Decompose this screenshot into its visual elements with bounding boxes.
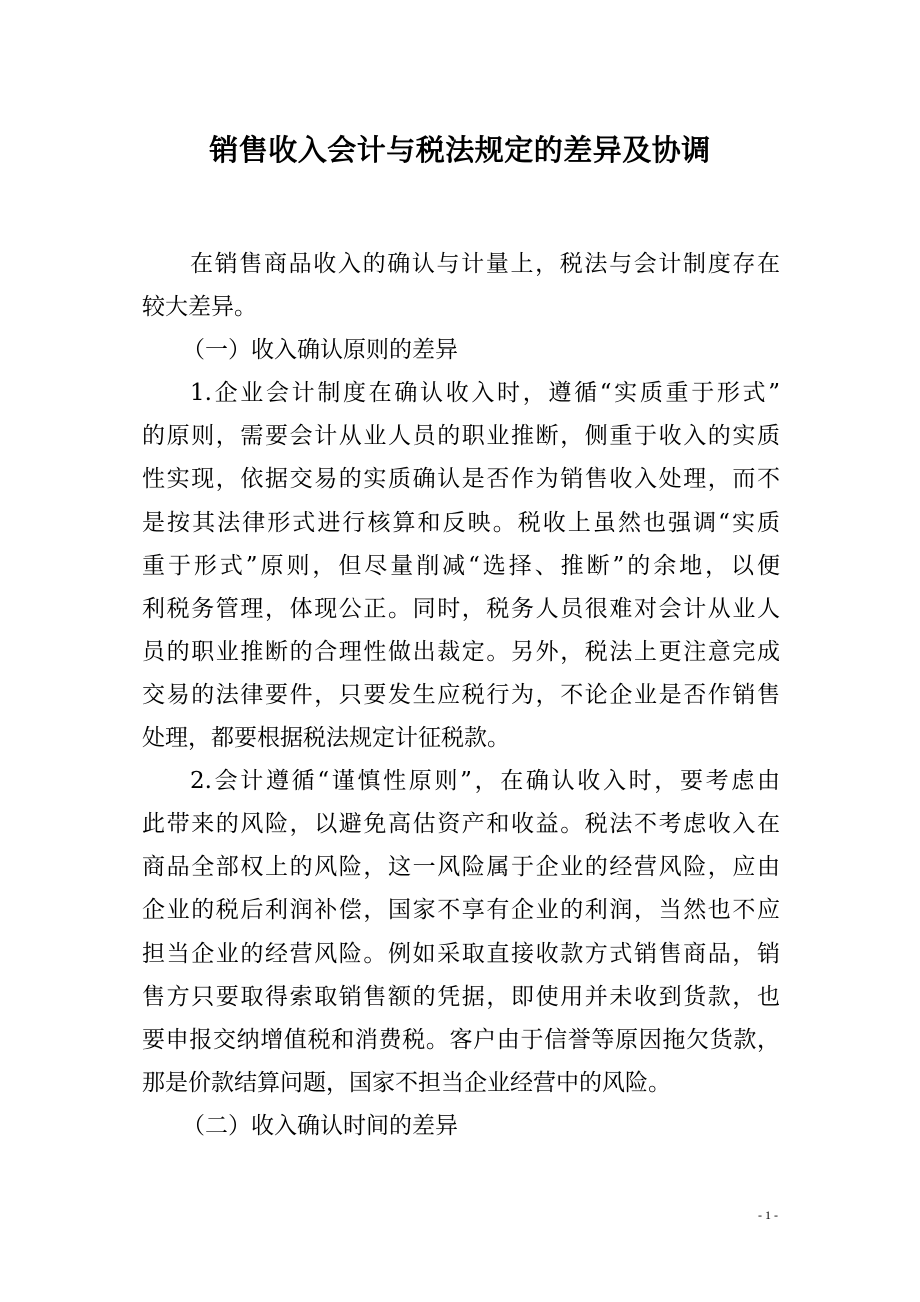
text-line: 交易的法律要件，只要发生应税行为，不论企业是否作销售 — [142, 681, 780, 708]
document-body — [142, 243, 780, 1148]
text-line: 重于形式”原则，但尽量削减“选择、推断”的余地，以便 — [142, 552, 780, 579]
text-line: 担当企业的经营风险。例如采取直接收款方式销售商品，销 — [142, 940, 780, 967]
text-line: 那是价款结算问题，国家不担当企业经营中的风险。 — [142, 1069, 671, 1096]
text-line: 在销售商品收入的确认与计量上，税法与会计制度存在 — [190, 251, 780, 277]
text-line: 是按其法律形式进行核算和反映。税收上虽然也强调“实质 — [142, 509, 780, 536]
text-line: 商品全部权上的风险，这一风险属于企业的经营风险，应由 — [142, 854, 780, 881]
text-line: 售方只要取得索取销售额的凭据，即使用并未收到货款，也 — [142, 983, 780, 1010]
text-line: 此带来的风险，以避免高估资产和收益。税法不考虑收入在 — [142, 811, 780, 838]
text-line: 处理，都要根据税法规定计征税款。 — [142, 725, 510, 752]
page-number: - 1 - — [758, 1208, 778, 1222]
section-heading: （一）收入确认原则的差异 — [182, 337, 458, 364]
text-line: 要申报交纳增值税和消费税。客户由于信誉等原因拖欠货款， — [142, 1026, 780, 1053]
text-line: 较大差异。 — [142, 294, 257, 321]
text-line: 利税务管理，体现公正。同时，税务人员很难对会计从业人 — [142, 595, 780, 622]
text-line: 企业的税后利润补偿，国家不享有企业的利润，当然也不应 — [142, 897, 780, 924]
document-title: 销售收入会计与税法规定的差异及协调 — [209, 133, 711, 167]
text-line: 员的职业推断的合理性做出裁定。另外，税法上更注意完成 — [142, 638, 780, 665]
section-heading: （二）收入确认时间的差异 — [182, 1112, 458, 1139]
text-line: 1.企业会计制度在确认收入时，遵循“实质重于形式” — [190, 380, 780, 407]
text-line: 性实现，依据交易的实质确认是否作为销售收入处理，而不 — [142, 466, 780, 493]
text-line: 的原则，需要会计从业人员的职业推断，侧重于收入的实质 — [142, 423, 780, 450]
text-line: 2.会计遵循“谨慎性原则”，在确认收入时，要考虑由 — [190, 768, 780, 795]
